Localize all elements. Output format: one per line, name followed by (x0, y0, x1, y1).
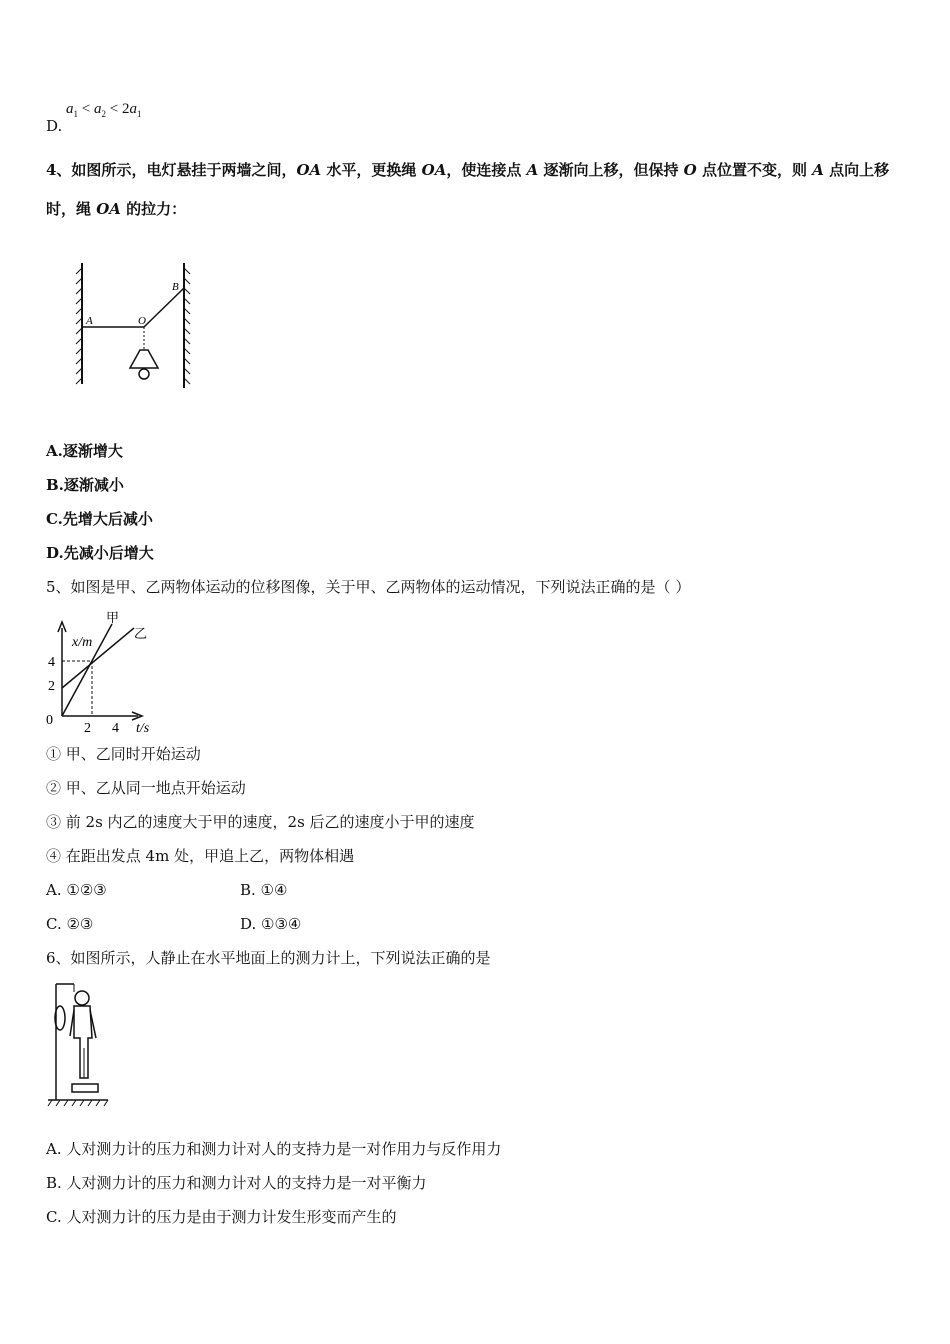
q4-label-A: A (86, 315, 93, 327)
q6-option-a: A. 人对测力计的压力和测力计对人的支持力是一对作用力与反作用力 (46, 1140, 502, 1158)
q5-statement-4: ④ 在距出发点 4m 处，甲追上乙，两物体相遇 (46, 847, 355, 865)
q5-ylabel: x/m (72, 635, 93, 650)
q5-option-b: B. ①④ (240, 881, 288, 899)
q4-label-B: B (172, 281, 179, 293)
q5-xt-graph (40, 608, 170, 738)
q6-option-b: B. 人对测力计的压力和测力计对人的支持力是一对平衡力 (46, 1174, 427, 1192)
q5-stem: 5、如图是甲、乙两物体运动的位移图像，关于甲、乙两物体的运动情况，下列说法正确的是（ ） (46, 578, 691, 596)
q4-lamp-figure (66, 258, 196, 392)
q5-statement-2: ② 甲、乙从同一地点开始运动 (46, 779, 246, 797)
q5-statement-3: ③ 前 2s 内乙的速度大于甲的速度，2s 后乙的速度小于甲的速度 (46, 813, 475, 831)
q5-option-a: A. ①②③ (46, 881, 107, 899)
q6-stem: 6、如图所示，人静止在水平地面上的测力计上，下列说法正确的是 (46, 949, 491, 967)
q5-ytick-2: 2 (48, 679, 55, 694)
q4-label-O: O (138, 315, 146, 327)
q4-stem-line1: 4、如图所示，电灯悬挂于两墙之间，OA 水平，更换绳 OA，使连接点 A 逐渐向上移，但保持 O 点位置不变，则 A 点向上移 (46, 161, 890, 179)
q5-series-yi: 乙 (134, 626, 148, 641)
q6-person-scale-figure (44, 978, 114, 1112)
q5-origin: 0 (46, 713, 53, 728)
q6-option-c: C. 人对测力计的压力是由于测力计发生形变而产生的 (46, 1208, 397, 1226)
q5-ytick-4: 4 (48, 655, 55, 670)
q5-option-c: C. ②③ (46, 915, 94, 933)
q5-xtick-4: 4 (112, 721, 119, 736)
q5-option-d: D. ①③④ (240, 915, 302, 933)
q3-option-d-formula: $a_1 < a_2 < 2a_1$ (66, 101, 142, 119)
q4-option-b: B.逐渐减小 (46, 476, 124, 494)
q5-xtick-2: 2 (84, 721, 91, 736)
q4-option-a: A.逐渐增大 (46, 442, 123, 460)
q3-option-d-label: D. (46, 117, 63, 135)
q5-xlabel: t/s (136, 721, 150, 736)
q5-statement-1: ① 甲、乙同时开始运动 (46, 745, 201, 763)
q5-series-jia: 甲 (106, 610, 120, 625)
q4-option-c: C.先增大后减小 (46, 510, 153, 528)
q4-option-d: D.先减小后增大 (46, 544, 154, 562)
q4-stem-line2: 时，绳 OA 的拉力： (46, 200, 187, 218)
